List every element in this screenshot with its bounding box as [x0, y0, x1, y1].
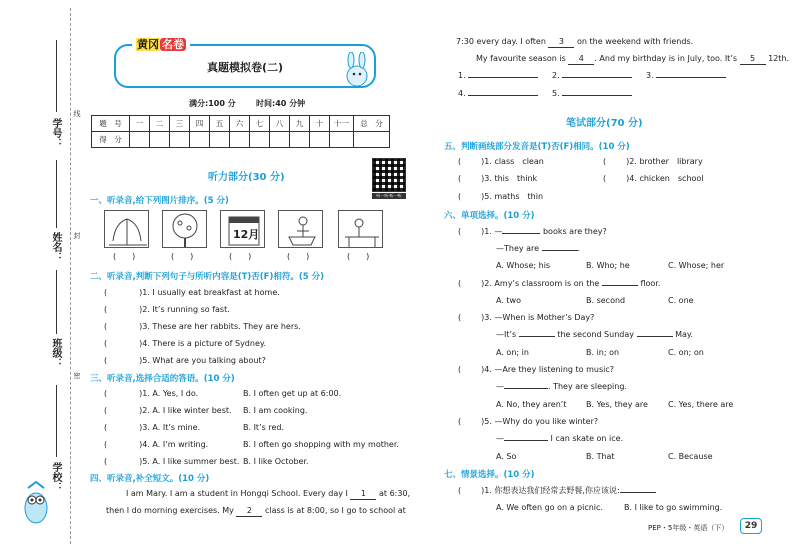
list-item: ( )1. I usually eat breakfast at home. [104, 288, 280, 297]
list-item: ( )4. There is a picture of Sydney. [104, 339, 267, 348]
score-cell[interactable] [330, 132, 354, 148]
option-c: C. one [668, 296, 694, 305]
page-number: 29 [740, 518, 762, 534]
section-2-title: 二、听录音,判断下列句子与所听内容是(T)否(F)相符。(5 分) [90, 272, 325, 282]
margin-word-seal: 封 [73, 232, 81, 239]
score-cell[interactable] [310, 132, 330, 148]
score-header-cell: 十 [310, 116, 330, 132]
option-b: B. It’s red. [243, 423, 284, 432]
class-label: 班级： [50, 338, 61, 368]
exam-time: 时间:40 分钟 [256, 99, 306, 108]
score-header-cell: 九 [290, 116, 310, 132]
option-b: B. second [586, 296, 626, 305]
section-1-title: 一、听录音,给下列图片排序。(5 分) [90, 196, 229, 206]
score-header-cell: 五 [210, 116, 230, 132]
answer-2[interactable]: 2. [552, 71, 632, 81]
option-a: A. So [496, 452, 517, 461]
passage-blank-5[interactable]: 5 [740, 54, 766, 65]
list-item: ( )3. These are her rabbits. They are hers. [104, 322, 301, 331]
binding-dash-line [70, 8, 71, 544]
answer-1[interactable]: 1. [458, 71, 538, 81]
qr-code-icon[interactable] [372, 158, 406, 192]
pic-answer-1[interactable]: ( ) [113, 252, 136, 261]
score-cell[interactable] [190, 132, 210, 148]
option-b: B. That [586, 452, 615, 461]
pic-answer-2[interactable]: ( ) [171, 252, 194, 261]
option-a: A. We often go on a picnic. [496, 503, 603, 512]
option-b: B. Yes, they are [586, 400, 648, 409]
score-header-cell: 三 [170, 116, 190, 132]
option-a: A. two [496, 296, 521, 305]
picture-writing [338, 210, 383, 248]
brand-logo: 黄冈 名卷 [132, 36, 190, 52]
question-1: ( )1. — books are they? [458, 227, 607, 236]
passage-line-4: My favourite season is 4 . And my birthday is in July, too. It’s 5 12th. [476, 54, 790, 63]
option-b: B. I often get up at 6:00. [243, 389, 342, 398]
score-header-cell: 六 [230, 116, 250, 132]
list-item: ( )1. A. Yes, I do. [104, 389, 199, 398]
score-cell[interactable] [354, 132, 390, 148]
section-7-title: 七、情景选择。(10 分) [444, 470, 535, 480]
score-cell[interactable] [150, 132, 170, 148]
list-item: ( )4. chicken school [603, 174, 704, 183]
option-a: A. Whose; his [496, 261, 551, 270]
page-title: 真题模拟卷(二) [206, 61, 284, 74]
question-3-reply: —It’s the second Sunday May. [496, 330, 694, 339]
answer-3[interactable]: 3. [646, 71, 726, 81]
passage-blank-3[interactable]: 3 [548, 37, 574, 48]
list-item: ( )2. brother library [603, 157, 703, 166]
passage-line-2: then I do morning exercises. My 2 class is at 8:00, so I go to school at [106, 506, 406, 515]
option-c: C. Yes, there are [668, 400, 734, 409]
section-4-title: 四、听录音,补全短文。(10 分) [90, 474, 210, 484]
score-header-cell: 七 [250, 116, 270, 132]
passage-blank-4[interactable]: 4 [568, 54, 594, 65]
question-7-1: ( )1. 你想表达我们经常去野餐,你应该说: [458, 486, 656, 496]
score-cell[interactable] [170, 132, 190, 148]
listening-heading: 听力部分(30 分) [208, 172, 285, 183]
passage-blank-2[interactable]: 2 [236, 506, 262, 517]
option-c: C. Whose; her [668, 261, 725, 270]
footer-series: PEP・5年级・英语（下） [648, 524, 729, 532]
rabbit-icon [340, 52, 374, 88]
question-4: ( )4. —Are they listening to music? [458, 365, 615, 374]
option-b: B. I am cooking. [243, 406, 308, 415]
score-row-label: 得 分 [92, 132, 130, 148]
list-item: ( )3. this think [458, 174, 538, 183]
list-item: ( )5. maths thin [458, 192, 544, 201]
score-entry-row [92, 132, 390, 148]
score-cell[interactable] [130, 132, 150, 148]
option-c: C. on; on [668, 348, 704, 357]
score-header-cell: 四 [190, 116, 210, 132]
question-1-reply: —They are . [496, 244, 581, 253]
margin-word-secret: 密 [73, 372, 81, 379]
mascot-icon [18, 478, 54, 528]
answer-4[interactable]: 4. [458, 89, 538, 99]
passage-line-3: 7:30 every day. I often 3 on the weekend with friends. [456, 37, 694, 46]
score-cell[interactable] [290, 132, 310, 148]
list-item: ( )5. What are you talking about? [104, 356, 266, 365]
question-3: ( )3. —When is Mother’s Day? [458, 313, 595, 322]
list-item: ( )1. class clean [458, 157, 544, 166]
score-header-cell: 题 号 [92, 116, 130, 132]
score-cell[interactable] [250, 132, 270, 148]
list-item: ( )5. A. I like summer best. [104, 457, 240, 466]
pic-answer-5[interactable]: ( ) [347, 252, 370, 261]
section-6-title: 六、单项选择。(10 分) [444, 211, 535, 221]
name-line [56, 160, 57, 228]
score-header-cell: 十一 [330, 116, 354, 132]
picture-willow-tree [104, 210, 149, 248]
school-label: 学校： [50, 462, 61, 492]
score-header-cell: 总 分 [354, 116, 390, 132]
qr-caption: 听一听·听一听 [372, 193, 406, 199]
question-5-reply: — I can skate on ice. [496, 434, 624, 443]
question-2: ( )2. Amy’s classroom is on the floor. [458, 279, 661, 288]
list-item: ( )3. A. It’s mine. [104, 423, 201, 432]
picture-apple-tree [162, 210, 207, 248]
score-table [91, 115, 390, 148]
option-b: B. I like to go swimming. [624, 503, 723, 512]
option-b: B. Who; he [586, 261, 630, 270]
option-b: B. I often go shopping with my mother. [243, 440, 399, 449]
pic-answer-3[interactable]: ( ) [229, 252, 252, 261]
score-header-row [92, 116, 390, 132]
section-5-title: 五、判断画线部分发音是(T)否(F)相同。(10 分) [444, 142, 630, 152]
option-b: B. in; on [586, 348, 620, 357]
option-a: A. No, they aren’t [496, 400, 567, 409]
option-c: C. Because [668, 452, 713, 461]
question-4-reply: — . They are sleeping. [496, 382, 627, 391]
name-label: 姓名： [50, 232, 61, 262]
option-a: A. on; in [496, 348, 529, 357]
full-score: 满分:100 分 [189, 99, 236, 108]
passage-blank-1[interactable]: 1 [350, 489, 376, 500]
list-item: ( )2. It’s running so fast. [104, 305, 230, 314]
margin-word-line: 线 [73, 110, 81, 117]
student-id-label: 学号： [50, 118, 61, 148]
answer-5[interactable]: 5. [552, 89, 632, 99]
score-cell[interactable] [230, 132, 250, 148]
question-5: ( )5. —Why do you like winter? [458, 417, 599, 426]
list-item: ( )2. A. I like winter best. [104, 406, 232, 415]
score-header-cell: 八 [270, 116, 290, 132]
school-line [56, 385, 57, 457]
score-cell[interactable] [210, 132, 230, 148]
passage-line-1: I am Mary. I am a student in Hongqi School. Every day I 1 at 6:30, [126, 489, 411, 498]
list-item: ( )4. A. I’m writing. [104, 440, 209, 449]
student-id-line [56, 40, 57, 112]
class-line [56, 270, 57, 334]
picture-shopping [278, 210, 323, 248]
written-heading: 笔试部分(70 分) [566, 118, 643, 129]
score-cell[interactable] [270, 132, 290, 148]
pic-answer-4[interactable]: ( ) [287, 252, 310, 261]
section-3-title: 三、听录音,选择合适的答语。(10 分) [90, 374, 235, 384]
score-header-cell: 一 [130, 116, 150, 132]
score-header-cell: 二 [150, 116, 170, 132]
picture-calendar [220, 210, 265, 248]
option-b: B. I like October. [243, 457, 309, 466]
calendar-text: 12月 [233, 228, 260, 241]
